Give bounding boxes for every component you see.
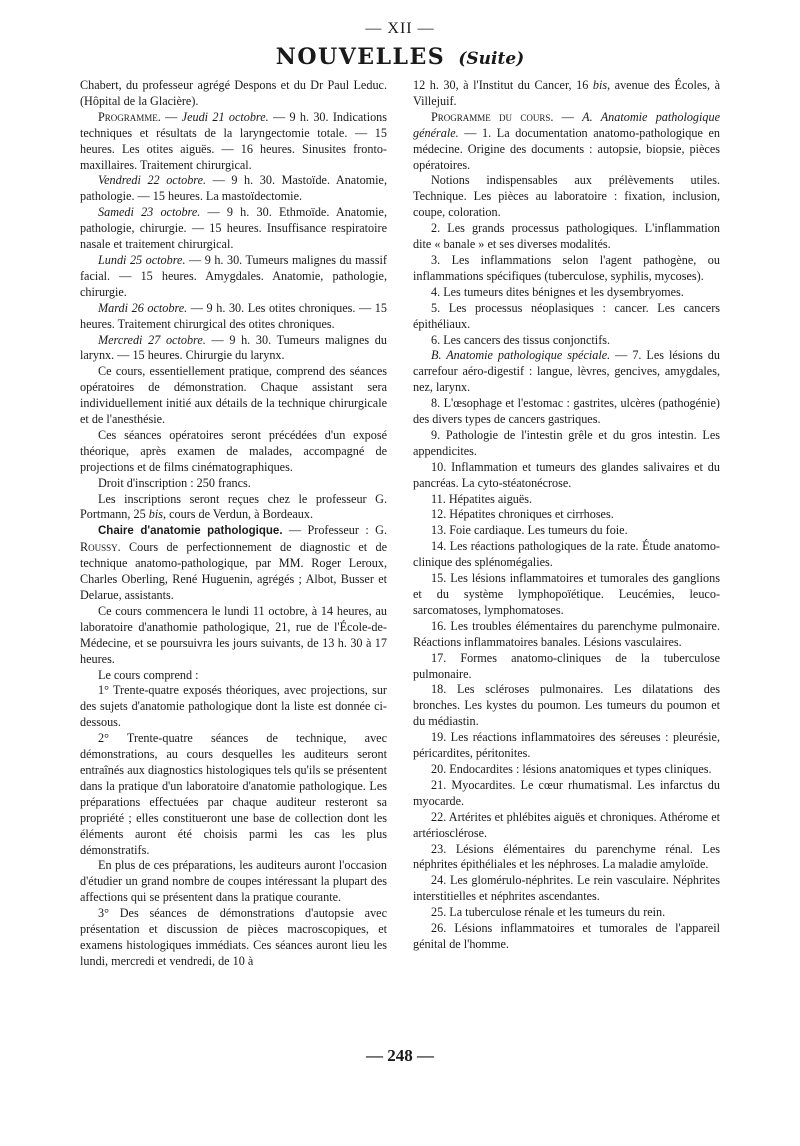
page-number: — 248 —: [366, 1046, 434, 1065]
course-date: Vendredi 22 octobre.: [98, 173, 207, 188]
paragraph: [80, 492, 387, 524]
paragraph-text: — 7. Les lésions du carrefour aéro-digestif : langue, lèvres, gencives, amygdales, nez, larynx.: [413, 348, 720, 395]
paragraph: 18. Les scléroses pulmonaires. Les dilatations des bronches. Les kystes du poumon. Les tumeurs du poumon et du médiastin.: [413, 682, 720, 729]
section-heading: [0, 44, 800, 70]
paragraph: 12. Hépatites chroniques et cirrhoses.: [431, 507, 614, 522]
section-subtitle: B. Anatomie pathologique spéciale.: [431, 348, 611, 363]
paragraph-text: — 9 h. 30. Indications techniques et résultats de la laryngectomie totale. — 15 heures. Les otites aiguës. — 16 heures. Sinusites fronto-maxillaires. Traitement chirurgical.: [80, 109, 388, 172]
paragraph: [80, 205, 387, 253]
paragraph-text: Cours de perfectionnement de diagnostic et de technique anatomo-pathologique, par MM. Roger Leroux, Charles Oberling, René Huguenin, agrégés ; Albot, Busser et Delarue, assistants.: [80, 540, 387, 602]
chaire-title: Chaire d'anatomie pathologique.: [98, 525, 283, 538]
paragraph: Ces séances opératoires seront précédées d'un exposé théorique, après examen de malades, accompagné de projections et de films cinématographiques.: [80, 427, 387, 474]
course-date: Lundi 25 octobre.: [98, 252, 186, 267]
paragraph: 25. La tuberculose rénale et les tumeurs du rein.: [431, 905, 666, 920]
heading-title: NOUVELLES: [275, 44, 446, 70]
course-date: Samedi 23 octobre.: [98, 205, 201, 220]
paragraph: Ce cours, essentiellement pratique, comprend des séances opératoires de démonstration. Chaque assistant sera individuellement initié aux détails de la technique chirurgicale et de l'anesthésie.: [80, 364, 387, 427]
paragraph-text: — 9 h. 30. Les otites chroniques. — 15 heures. Traitement chirurgical des otites chroniques.: [80, 300, 387, 331]
paragraph: Programme. — Jeudi 21 octobre. — 9 h. 30. Indications techniques et résultats de la laryngectomie totale. — 15 heures. Les otites aiguës. — 16 heures. Sinusites fronto-maxillaires. Traitement chirurgical.: [80, 109, 388, 172]
paragraph: 5. Les processus néoplasiques : cancer. Les cancers épithéliaux.: [413, 300, 720, 331]
programme-label: Programme.: [98, 109, 161, 124]
paragraph-text: — 9 h. 30. Mastoïde. Anatomie, pathologie. — 15 heures. La mastoïdectomie.: [80, 173, 387, 204]
paragraph: 3° Des séances de démonstrations d'autopsie avec présentation et discussion de pièces macroscopiques, et examens histologiques immédiats. Ces séances auront lieu les lundi, mercredi et vendredi, de 10 à: [80, 906, 387, 968]
paragraph: 8. L'œsophage et l'estomac : gastrites, ulcères (pathogénie) des divers types de cancers gastriques.: [413, 396, 720, 427]
italic-text: bis: [592, 78, 608, 92]
paragraph: 2° Trente-quatre séances de technique, avec démonstrations, au cours desquelles les auditeurs seront entraînés aux diagnostics histologiques tels qu'ils se présentent dans la pratique d'un laboratoire d'anatomie pathologique. Les préparations effectuées par chaque auditeur resteront sa propriété ; elles constitueront une base de collection dont les éléments auront été choisis parmi les cas les plus démonstratifs.: [80, 731, 387, 857]
course-date: Jeudi 21 octobre.: [181, 109, 269, 124]
paragraph: [80, 333, 387, 365]
right-column: [413, 78, 720, 953]
paragraph: [413, 78, 720, 110]
paragraph: 23. Lésions élémentaires du parenchyme rénal. Les néphrites épithéliales et les néphroses. La maladie amyloïde.: [413, 841, 720, 872]
paragraph: 11. Hépatites aiguës.: [431, 491, 533, 506]
paragraph-text: 12 h. 30, à l'Institut du Cancer, 16: [413, 78, 593, 92]
paragraph-text: , cours de Verdun, à Bordeaux.: [162, 507, 314, 522]
paragraph: 4. Les tumeurs dites bénignes et les dysembryomes.: [431, 284, 684, 299]
paragraph: En plus de ces préparations, les auditeurs auront l'occasion d'étudier un grand nombre de coupes intéressant la plupart des affections qui se présentent dans la pratique courante.: [80, 858, 387, 905]
paragraph: [80, 301, 387, 333]
section-subtitle: A. Anatomie pathologique générale.: [413, 109, 721, 140]
paragraph: [80, 253, 387, 301]
left-column: [80, 78, 387, 970]
paragraph: Le cours comprend :: [98, 667, 199, 682]
paragraph: 1° Trente-quatre exposés théoriques, avec projections, sur des sujets d'anatomie pathologique dont la liste est donnée ci-dessous.: [80, 683, 387, 730]
paragraph: 14. Les réactions pathologiques de la rate. Étude anatomo-clinique des splénomégalies.: [413, 539, 720, 570]
heading-suite: (Suite): [458, 49, 525, 69]
course-date: Mercredi 27 octobre.: [98, 332, 206, 347]
paragraph: 26. Lésions inflammatoires et tumorales de l'appareil génital de l'homme.: [413, 921, 720, 951]
paragraph: 3. Les inflammations selon l'agent pathogène, ou inflammations spécifiques (tuberculose, syphilis, mycoses).: [413, 252, 720, 283]
professor-name: G. Roussy.: [80, 523, 387, 555]
paragraph: Droit d'inscription : 250 francs.: [98, 475, 251, 490]
paragraph: 10. Inflammation et tumeurs des glandes salivaires et du pancréas. La cyto-stéatonécrose.: [413, 459, 720, 490]
programme-label: Programme du cours.: [431, 109, 554, 124]
folio-roman-numeral: — XII —: [365, 20, 435, 37]
paragraph-text: — 9 h. 30. Tumeurs malignes du larynx. — 15 heures. Chirurgie du larynx.: [80, 332, 387, 363]
italic-text: bis: [148, 507, 163, 522]
paragraph: 6. Les cancers des tissus conjonctifs.: [431, 332, 611, 347]
paragraph: 22. Artérites et phlébites aiguës et chroniques. Athérome et artériosclérose.: [413, 809, 720, 840]
paragraph: 17. Formes anatomo-cliniques de la tuberculose pulmonaire.: [413, 650, 720, 681]
paragraph: 16. Les troubles élémentaires du parenchyme pulmonaire. Réactions inflammatoires banales. Lésions vasculaires.: [413, 618, 720, 649]
paragraph: 13. Foie cardiaque. Les tumeurs du foie.: [431, 523, 628, 538]
paragraph: 20. Endocardites : lésions anatomiques et types cliniques.: [431, 761, 712, 776]
paragraph: 19. Les réactions inflammatoires des séreuses : pleurésie, péricardites, péritonites.: [413, 730, 720, 761]
paragraph-text: — 9 h. 30. Tumeurs malignes du massif facial. — 15 heures. Amygdales. Anatomie, pathologie, chirurgie.: [80, 252, 387, 299]
course-date: Mardi 26 octobre.: [98, 300, 188, 315]
paragraph-text: Les inscriptions seront reçues chez le professeur G. Portmann, 25: [80, 491, 387, 522]
paragraph: [80, 523, 387, 604]
paragraph-text: —: [553, 109, 583, 124]
paragraph-text: — Professeur :: [282, 523, 376, 538]
paragraph: [413, 110, 720, 174]
paragraph: [80, 173, 387, 205]
paragraph: 2. Les grands processus pathologiques. L'inflammation dite « banale » et ses diverses modalités.: [413, 221, 720, 252]
paragraph: 24. Les glomérulo-néphrites. Le rein vasculaire. Néphrites interstitielles et néphrites ascendantes.: [413, 873, 720, 904]
paragraph: 15. Les lésions inflammatoires et tumorales des ganglions et du système lymphopoïétique. Leucémies, leuco-sarcomatoses, lymphomatoses.: [413, 571, 720, 617]
paragraph: 9. Pathologie de l'intestin grêle et du gros intestin. Les appendicites.: [413, 427, 720, 458]
paragraph-text: , avenue des Écoles, à Villejuif.: [413, 78, 720, 108]
paragraph-text: — 1. La documentation anatomo-pathologique en médecine. Origine des documents : autopsie, biopsie, pièces opératoires.: [413, 125, 720, 172]
paragraph: Chabert, du professeur agrégé Despons et du Dr Paul Leduc. (Hôpital de la Glacière).: [80, 78, 387, 108]
paragraph: Notions indispensables aux prélèvements utiles. Technique. Les pièces au laboratoire : fixation, inclusion, coupe, coloration.: [413, 173, 720, 220]
paragraph: Ce cours commencera le lundi 11 octobre, à 14 heures, au laboratoire d'anathomie pathologique, 21, rue de l'École-de-Médecine, et se poursuivra les jours suivants, de 13 h. 30 à 17 heures.: [80, 603, 387, 666]
paragraph: 21. Myocardites. Le cœur rhumatismal. Les infarctus du myocarde.: [413, 777, 720, 808]
paragraph-text: — 9 h. 30. Ethmoïde. Anatomie, pathologie, chirurgie. — 15 heures. Insuffisance respiratoire nasale et traitement chirurgical.: [80, 205, 388, 252]
paragraph: [413, 348, 720, 396]
